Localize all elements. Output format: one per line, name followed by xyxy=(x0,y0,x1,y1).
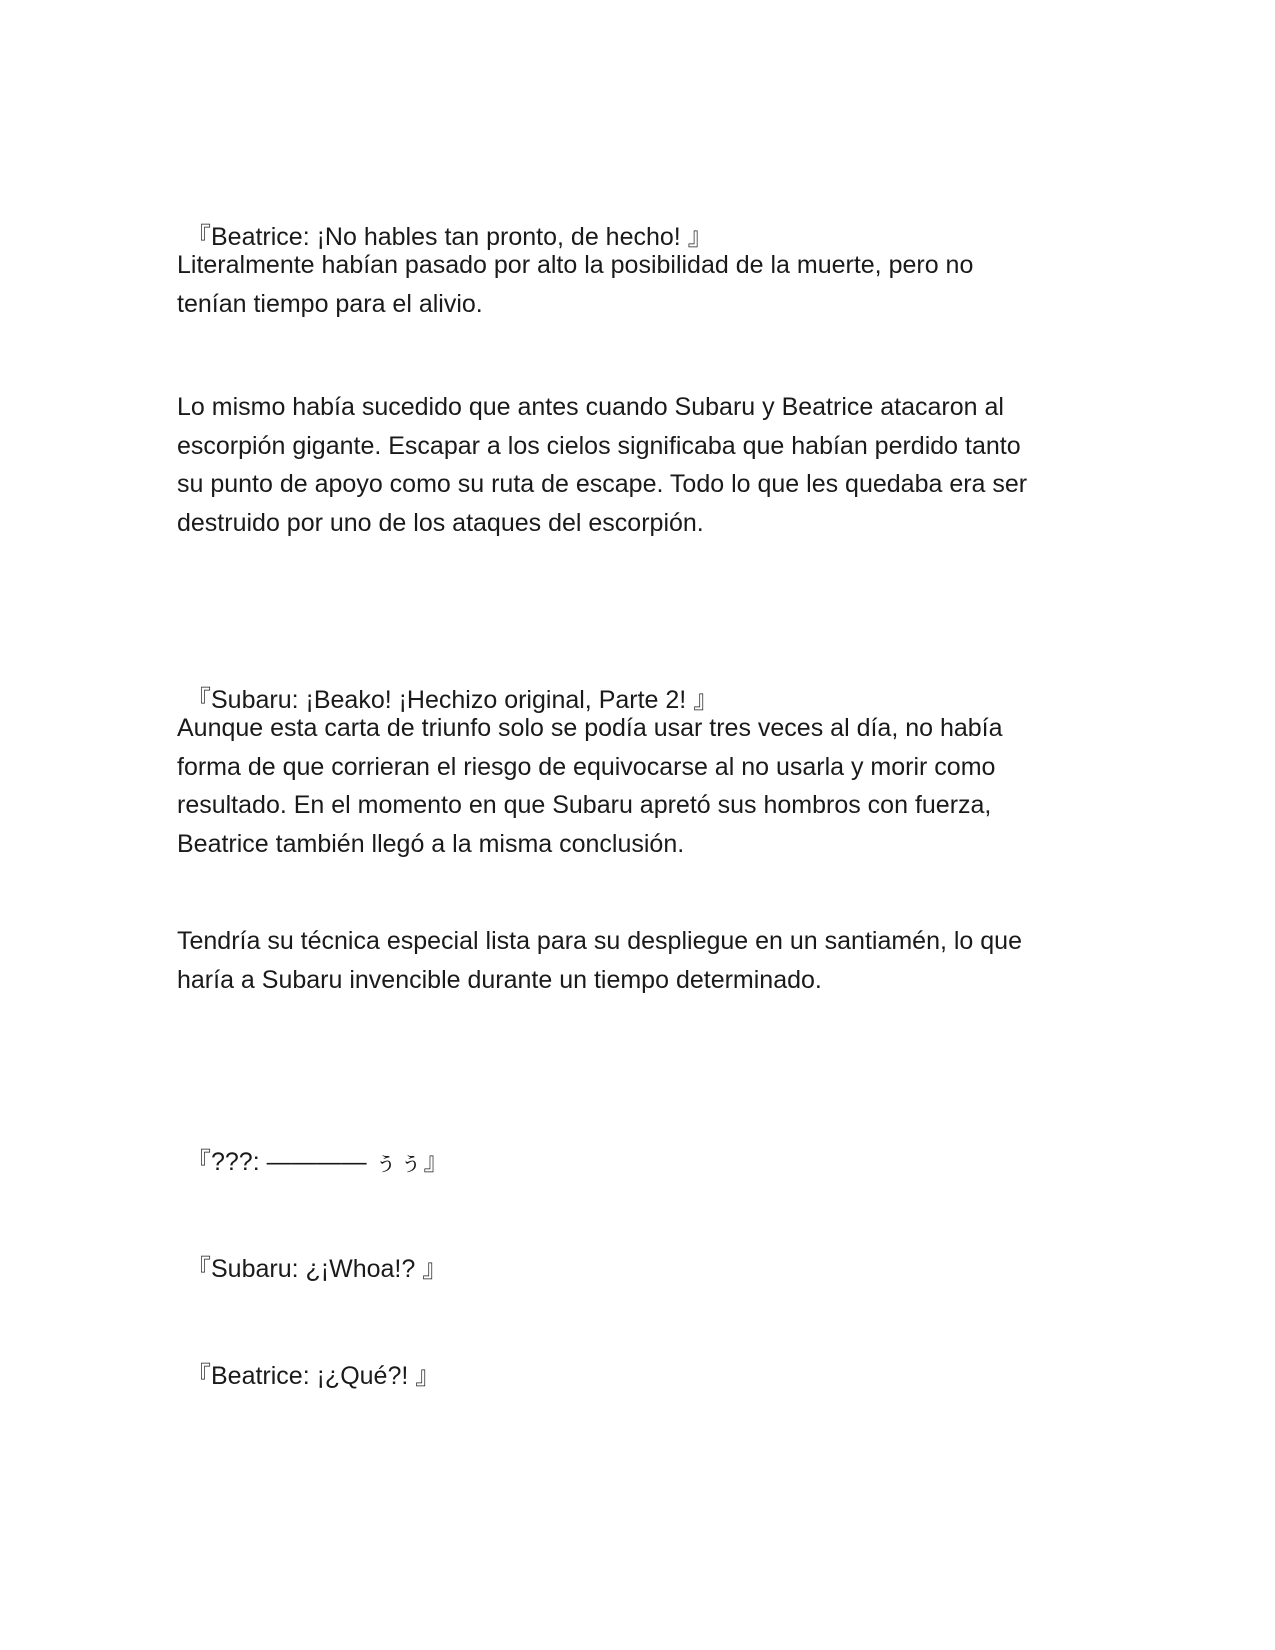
dialogue-text: 『Beatrice: ¡¿Qué?! 』 xyxy=(186,1362,441,1390)
dialogue-beatrice-2 xyxy=(186,1280,1106,1473)
paragraph-line: haría a Subaru invencible durante un tiempo determinado. xyxy=(177,965,822,994)
paragraph-line: Lo mismo había sucedido que antes cuando Subaru y Beatrice atacaron al xyxy=(177,393,1004,421)
paragraph-line: Literalmente habían pasado por alto la posibilidad de la muerte, pero no xyxy=(177,251,974,279)
paragraph-3 xyxy=(177,709,1097,863)
paragraph-1 xyxy=(177,246,1097,323)
dialogue-text: 『Subaru: ¡Beako! ¡Hechizo original, Parte 2! 』 xyxy=(186,686,719,714)
paragraph-line: destruido por uno de los ataques del escorpión. xyxy=(177,508,704,537)
dialogue-text: 『Beatrice: ¡No hables tan pronto, de hecho! 』 xyxy=(186,223,713,251)
paragraph-line: escorpión gigante. Escapar a los cielos significaba que habían perdido tanto xyxy=(177,431,1021,460)
paragraph-2 xyxy=(177,388,1097,542)
paragraph-line: Beatrice también llegó a la misma conclusión. xyxy=(177,829,685,858)
paragraph-4 xyxy=(177,922,1097,999)
paragraph-line: su punto de apoyo como su ruta de escape. Todo lo que les quedaba era ser xyxy=(177,470,1028,498)
paragraph-line: forma de que corrieran el riesgo de equivocarse al no usarla y morir como xyxy=(177,752,996,781)
paragraph-line: Tendría su técnica especial lista para su despliegue en un santiamén, lo que xyxy=(177,927,1022,955)
dialogue-text: 『Subaru: ¿¡Whoa!? 』 xyxy=(186,1255,448,1283)
dialogue-text: 『???: ———— ぅぅ』 xyxy=(186,1148,449,1176)
paragraph-line: tenían tiempo para el alivio. xyxy=(177,289,483,318)
paragraph-line: Aunque esta carta de triunfo solo se podía usar tres veces al día, no había xyxy=(177,714,1003,742)
paragraph-line: resultado. En el momento en que Subaru apretó sus hombros con fuerza, xyxy=(177,791,992,819)
